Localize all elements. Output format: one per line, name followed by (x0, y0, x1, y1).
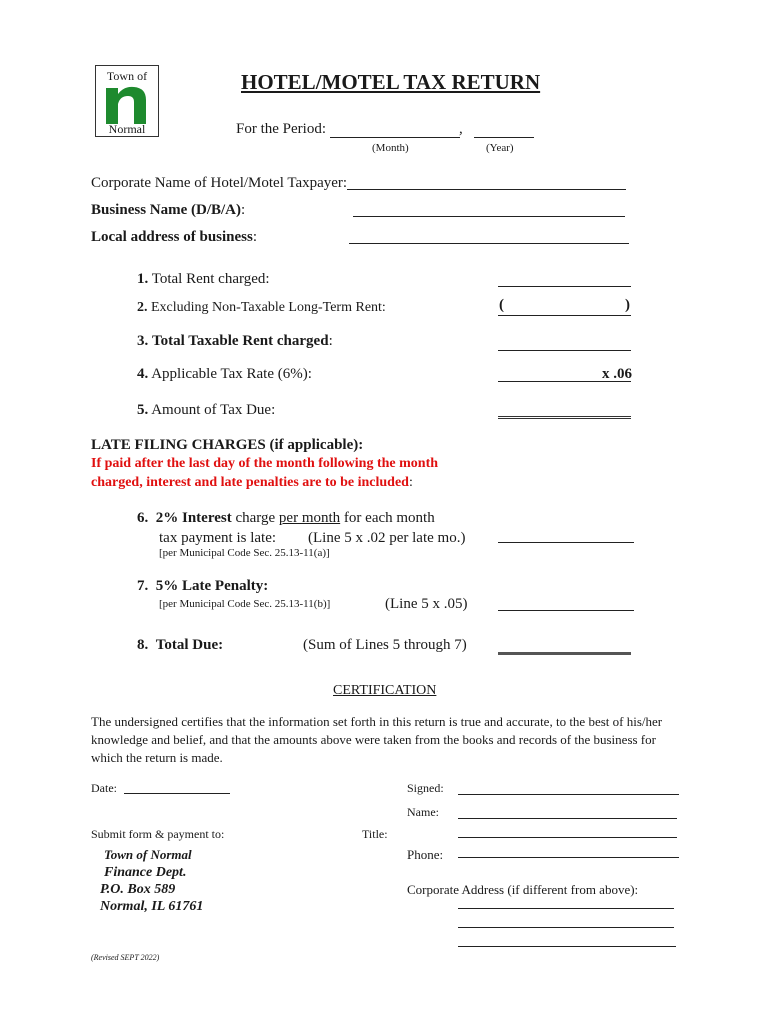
local-address-label: Local address of business (91, 229, 253, 245)
line-6-per-month: per month (278, 510, 341, 526)
late-filing-warning-line2-row (91, 475, 413, 491)
line-4-number: 4. (137, 366, 149, 382)
line-2-open-paren: ( (499, 297, 504, 313)
local-address-colon: : (252, 229, 258, 245)
name-label: Name: (407, 805, 439, 819)
date-label: Date: (91, 781, 117, 795)
month-caption: (Month) (372, 142, 409, 154)
line-7-calc: (Line 5 x .05) (385, 596, 468, 612)
line-5-field[interactable] (498, 400, 631, 419)
phone-field[interactable] (458, 841, 679, 858)
corporate-address-field-3[interactable] (458, 930, 676, 947)
title-label: Title: (362, 827, 388, 841)
period-month-field[interactable] (330, 121, 460, 138)
line-2-number: 2. (137, 300, 148, 315)
line-3-colon: : (328, 333, 333, 349)
line-1-label: Total Rent charged: (151, 271, 270, 287)
late-filing-warning-line1: If paid after the last day of the month following the month (91, 456, 439, 471)
period-label: For the Period: (236, 121, 326, 137)
line-6-field[interactable] (498, 526, 634, 543)
line-5-label: Amount of Tax Due: (151, 402, 276, 418)
town-n-logo-icon (104, 84, 150, 124)
line-7-number: 7. (137, 578, 149, 594)
form-title: HOTEL/MOTEL TAX RETURN (241, 70, 541, 94)
line-1-row (137, 271, 270, 288)
corporate-address-field-2[interactable] (458, 911, 674, 928)
logo-top-text: Town of (106, 69, 148, 83)
late-filing-warning-colon: : (408, 475, 413, 490)
phone-label: Phone: (407, 847, 444, 862)
corporate-name-field[interactable] (347, 173, 626, 190)
line-7-field[interactable] (498, 594, 634, 611)
certification-text-line3: which the return is made. (91, 750, 223, 765)
line-5-number: 5. (137, 402, 149, 418)
line-1-field[interactable] (498, 270, 631, 287)
title-field[interactable] (458, 821, 677, 838)
line-8-number: 8. (137, 637, 149, 653)
line-6-row (137, 510, 435, 527)
late-filing-warning-line2: charged, interest and late penalties are to be included (91, 475, 409, 490)
submit-address-line1: Town of Normal (104, 847, 192, 862)
line-8-bold: Total Due: (155, 637, 224, 653)
line-1-number: 1. (137, 271, 149, 287)
revised-note: (Revised SEPT 2022) (91, 953, 160, 962)
logo-bottom-text: Normal (108, 122, 146, 136)
year-caption: (Year) (486, 142, 514, 154)
line-7-row (137, 578, 268, 595)
line-8-field[interactable] (498, 636, 631, 655)
local-address-field[interactable] (349, 227, 629, 244)
line-4-rate-value: x .06 (602, 366, 632, 382)
signed-field[interactable] (458, 778, 679, 795)
submit-label: Submit form & payment to: (91, 827, 225, 841)
submit-address-line4: Normal, IL 61761 (100, 899, 204, 914)
line-7-code: [per Municipal Code Sec. 25.13-11(b)] (159, 598, 331, 610)
line-4-row (137, 366, 312, 383)
certification-text-line2: knowledge and belief, and that the amounts above were taken from the books and records of the business for (91, 732, 656, 747)
line-6-text-a: charge (235, 510, 276, 526)
line-6-number: 6. (137, 510, 149, 526)
submit-address-line3: P.O. Box 589 (100, 882, 176, 897)
line-3-row (137, 333, 333, 350)
line-3-number: 3. (137, 333, 149, 349)
line-2-row (137, 300, 386, 316)
town-logo (95, 65, 159, 137)
business-name-colon: : (241, 202, 246, 218)
business-name-label-row (91, 202, 245, 219)
line-6-bold: 2% Interest (155, 510, 232, 526)
signed-label: Signed: (407, 781, 444, 795)
line-3-label: Total Taxable Rent charged (152, 333, 329, 349)
line-2-close-paren: ) (625, 297, 630, 313)
line-6-line2: tax payment is late: (159, 530, 277, 546)
late-filing-heading: LATE FILING CHARGES (if applicable): (91, 437, 364, 453)
business-name-field[interactable] (353, 200, 625, 217)
name-field[interactable] (458, 802, 677, 819)
certification-text-line1: The undersigned certifies that the information set forth in this return is true and accurate, to the best of his/her (91, 714, 663, 729)
business-name-label: Business Name (D/B/A) (91, 202, 242, 218)
certification-heading: CERTIFICATION (333, 683, 437, 698)
line-2-field[interactable] (498, 299, 631, 316)
line-4-label: Applicable Tax Rate (6%): (151, 366, 312, 382)
line-6-code: [per Municipal Code Sec. 25.13-11(a)] (159, 547, 330, 559)
line-8-row (137, 637, 223, 654)
period-comma: , (459, 121, 463, 137)
line-2-label: Excluding Non-Taxable Long-Term Rent: (151, 300, 386, 315)
line-5-row (137, 402, 275, 419)
submit-address-line2: Finance Dept. (104, 865, 187, 880)
line-8-calc: (Sum of Lines 5 through 7) (303, 637, 467, 653)
line-7-bold: 5% Late Penalty: (155, 578, 269, 594)
period-year-field[interactable] (474, 121, 534, 138)
line-6-calc: (Line 5 x .02 per late mo.) (308, 530, 466, 546)
line-6-text-b: for each month (343, 510, 435, 526)
corporate-address-label: Corporate Address (if different from above): (407, 882, 639, 897)
local-address-label-row (91, 229, 257, 246)
date-field[interactable] (124, 779, 230, 794)
corporate-name-label: Corporate Name of Hotel/Motel Taxpayer: (91, 175, 348, 191)
line-3-field[interactable] (498, 334, 631, 351)
corporate-address-field-1[interactable] (458, 892, 674, 909)
